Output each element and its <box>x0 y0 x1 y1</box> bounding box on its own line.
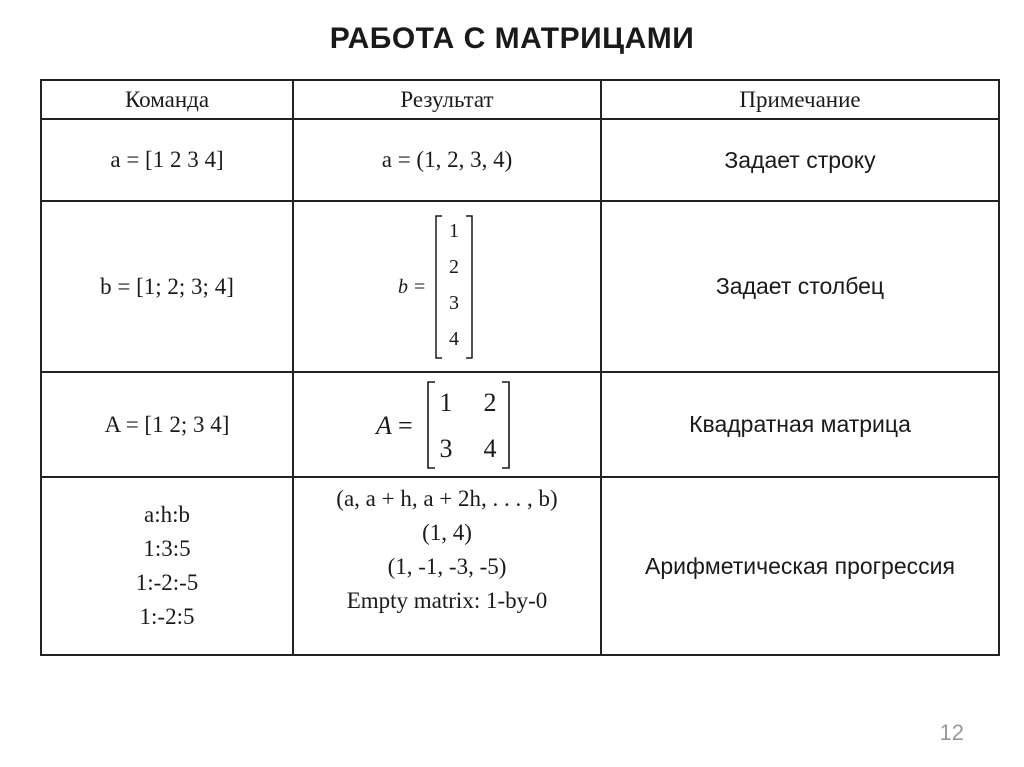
equals-sign: = <box>414 275 426 298</box>
matrix-element: 2 <box>483 387 497 417</box>
result-cell <box>293 201 601 372</box>
result-text: (a, a + h, a + 2h, . . . , b) <box>336 486 558 511</box>
command-text: a:h:b <box>144 502 190 527</box>
note-text: Задает столбец <box>715 273 885 299</box>
right-bracket <box>502 382 509 468</box>
command-cell <box>41 119 293 201</box>
header-result: Результат <box>293 80 601 119</box>
note-cell <box>601 477 999 655</box>
command-cell <box>41 372 293 477</box>
matrix-commands-table <box>40 79 1000 656</box>
command-text: A = [1 2; 3 4] <box>104 411 230 437</box>
left-bracket <box>428 382 435 468</box>
equals-sign: = <box>398 410 413 440</box>
matrix-element: 1 <box>449 219 459 242</box>
matrix-name: A <box>376 410 392 440</box>
page-number: 12 <box>939 720 964 745</box>
matrix-element: 2 <box>449 255 459 278</box>
slide-title: РАБОТА С МАТРИЦАМИ <box>329 22 695 55</box>
left-bracket <box>436 216 442 358</box>
matrix-element: 4 <box>449 327 459 350</box>
result-cell <box>293 372 601 477</box>
command-text: 1:-2:-5 <box>135 570 199 595</box>
right-bracket <box>466 216 472 358</box>
command-cell <box>41 201 293 372</box>
command-text: 1:3:5 <box>143 536 191 561</box>
note-text: Задает строку <box>724 146 876 173</box>
note-cell <box>601 201 999 372</box>
column-vector-formula <box>392 212 502 362</box>
result-text: a = (1, 2, 3, 4) <box>381 147 513 172</box>
table-row <box>41 201 999 372</box>
command-text: b = [1; 2; 3; 4] <box>100 273 234 299</box>
note-text: Арифметическая прогрессия <box>645 552 955 579</box>
header-note: Примечание <box>601 80 999 119</box>
note-text: Квадратная матрица <box>689 411 911 437</box>
matrix-element: 1 <box>439 387 453 417</box>
note-cell <box>601 372 999 477</box>
command-text: a = [1 2 3 4] <box>110 147 224 172</box>
result-text: Empty matrix: 1-by-0 <box>346 588 548 613</box>
command-text: 1:-2:5 <box>139 604 195 629</box>
square-matrix-formula <box>372 379 522 471</box>
table-header-row <box>41 80 999 119</box>
header-command: Команда <box>41 80 293 119</box>
matrix-element: 3 <box>449 291 459 314</box>
table-row <box>41 372 999 477</box>
matrix-element: 3 <box>439 433 453 463</box>
result-cell <box>293 477 601 655</box>
result-cell <box>293 119 601 201</box>
table-row <box>41 477 999 655</box>
matrix-element: 4 <box>483 433 497 463</box>
result-text: (1, 4) <box>422 520 472 545</box>
command-cell <box>41 477 293 655</box>
result-text: (1, -1, -3, -5) <box>387 554 507 579</box>
table-row <box>41 119 999 201</box>
note-cell <box>601 119 999 201</box>
matrix-name: b <box>398 275 408 298</box>
